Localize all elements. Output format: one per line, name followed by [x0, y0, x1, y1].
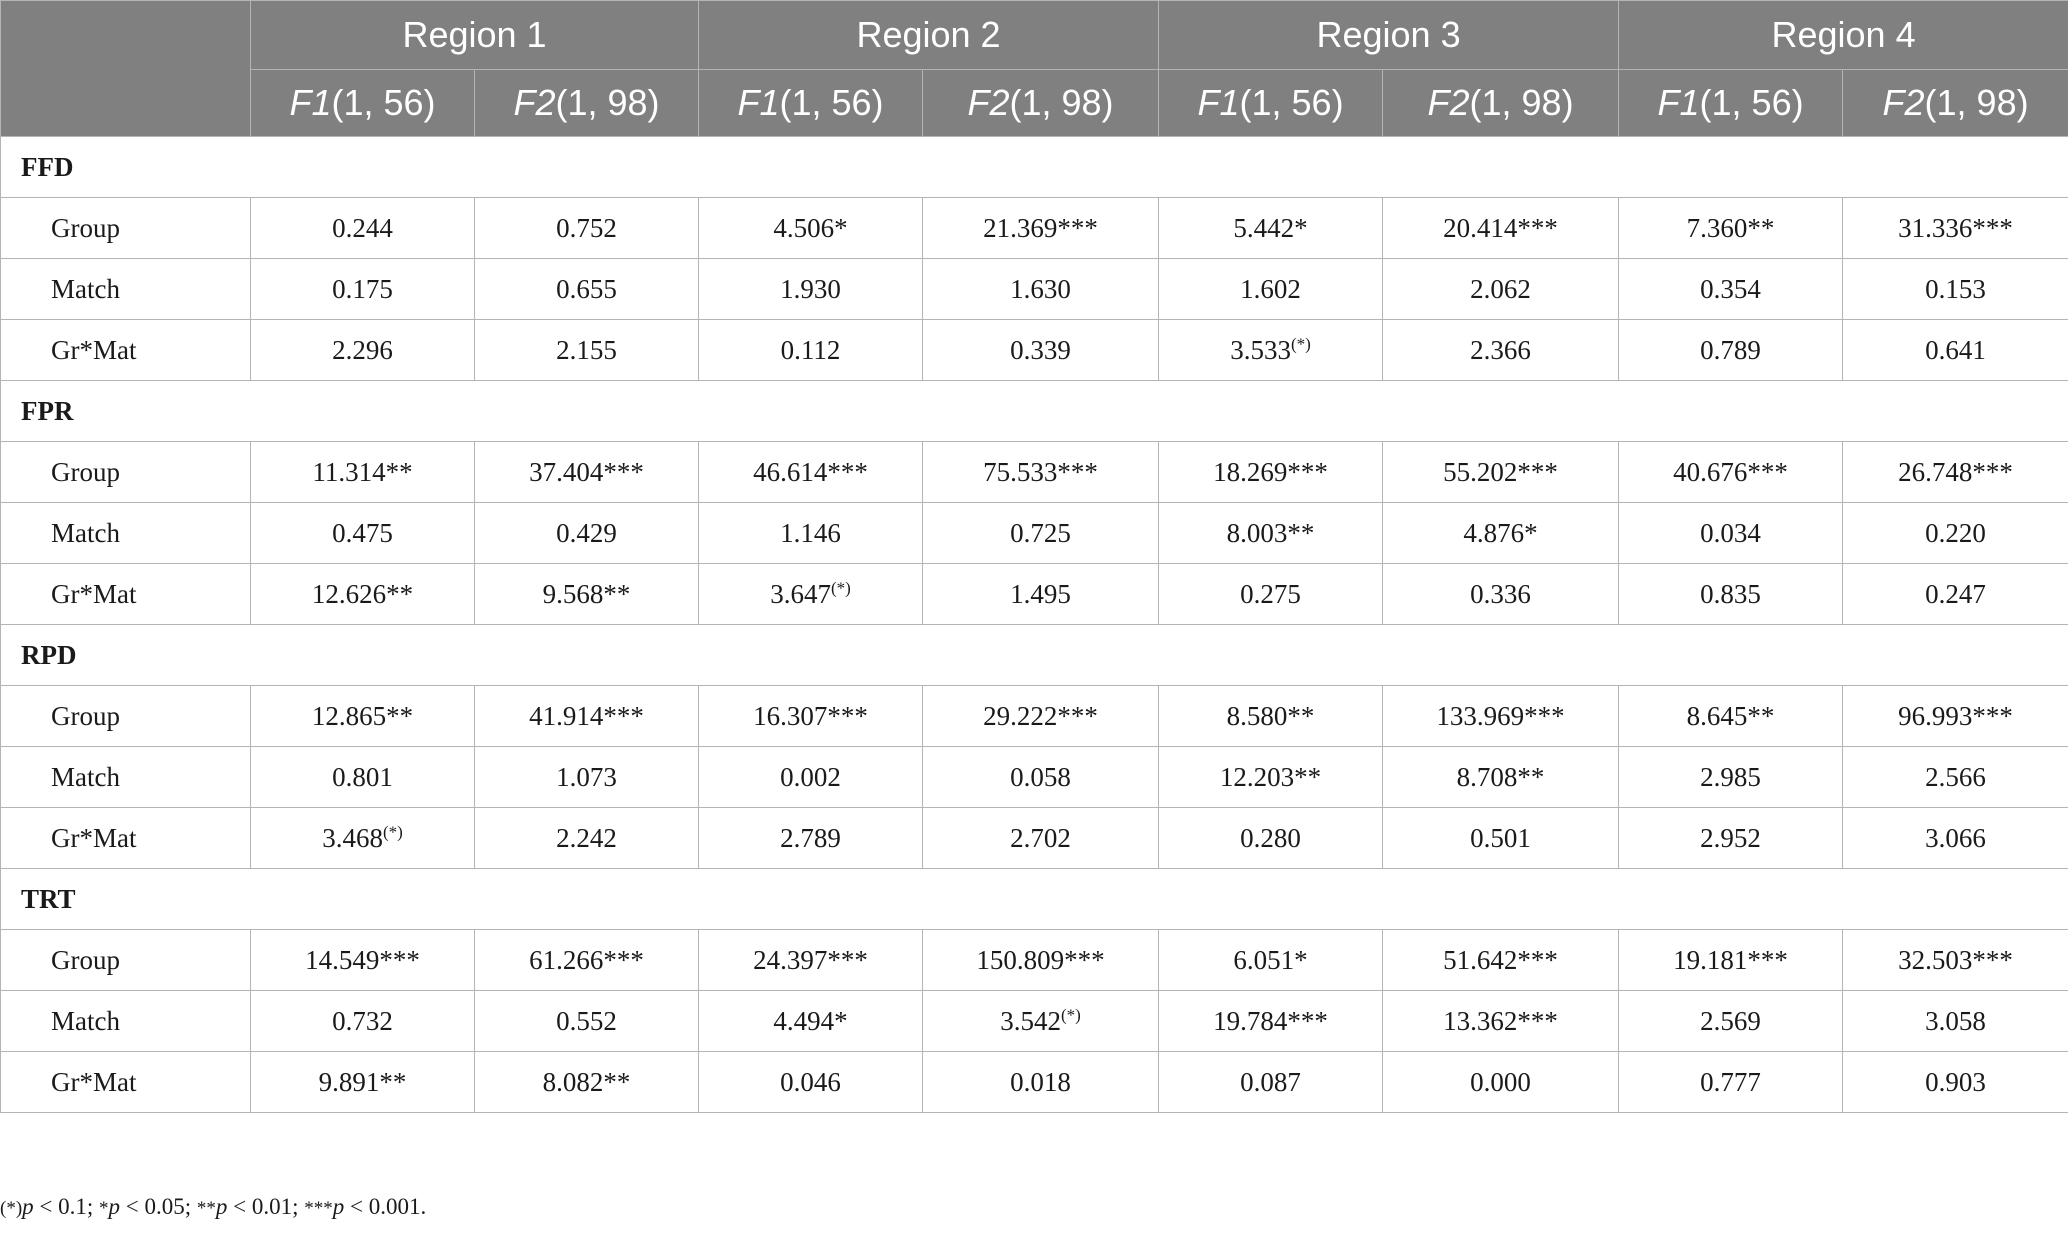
f-value: 0.752	[556, 212, 617, 243]
f-value: 18.269***	[1213, 456, 1328, 487]
value-cell	[1843, 747, 2068, 808]
f-value: 0.034	[1700, 517, 1761, 548]
marginal-significance-mark: (*)	[382, 822, 403, 842]
f-value: 3.468	[322, 822, 383, 853]
f-value: 1.602	[1240, 273, 1301, 304]
f-value: 0.475	[332, 517, 393, 548]
f-value: 0.280	[1240, 822, 1301, 853]
table-row	[1, 503, 2068, 564]
f-value: 11.314**	[312, 456, 413, 487]
p-symbol: p	[22, 1194, 34, 1219]
value-cell	[923, 808, 1159, 869]
value-cell	[475, 198, 699, 259]
f-value: 2.952	[1700, 822, 1761, 853]
value-cell	[699, 808, 923, 869]
f-value: 2.062	[1470, 273, 1531, 304]
value-cell	[475, 686, 699, 747]
value-cell	[1383, 808, 1619, 869]
factor-label: F1	[737, 82, 780, 123]
f-value: 1.630	[1010, 273, 1071, 304]
f-value: 19.784***	[1213, 1005, 1328, 1036]
stat-header-r3-f1	[1159, 70, 1383, 137]
f-value: 55.202***	[1443, 456, 1558, 487]
f-value: 46.614***	[753, 456, 868, 487]
effect-label: Group	[1, 930, 251, 991]
value-cell	[1159, 1052, 1383, 1113]
table-row	[1, 320, 2068, 381]
value-cell	[1843, 503, 2068, 564]
value-cell	[1843, 930, 2068, 991]
p-symbol: p	[215, 1194, 228, 1219]
value-cell	[1383, 991, 1619, 1052]
value-cell	[1383, 442, 1619, 503]
f-value: 6.051*	[1233, 944, 1308, 975]
p-symbol: p	[332, 1194, 345, 1219]
value-cell	[1619, 686, 1843, 747]
measure-group-row	[1, 869, 2068, 930]
value-cell	[1843, 808, 2068, 869]
f-value: 4.876*	[1463, 517, 1538, 548]
f-value: 2.242	[556, 822, 617, 853]
df-label: (1, 98)	[1469, 82, 1574, 123]
value-cell	[1619, 320, 1843, 381]
effect-label: Group	[1, 442, 251, 503]
value-cell	[1843, 1052, 2068, 1113]
f-value: 8.580**	[1226, 700, 1315, 731]
value-cell	[923, 1052, 1159, 1113]
f-value: 1.073	[556, 761, 617, 792]
f-value: 0.175	[332, 273, 393, 304]
f-value: 24.397***	[753, 944, 868, 975]
f-value: 0.018	[1010, 1066, 1071, 1097]
df-label: (1, 56)	[779, 82, 884, 123]
factor-label: F2	[1882, 82, 1925, 123]
value-cell	[1159, 442, 1383, 503]
f-value: 16.307***	[753, 700, 868, 731]
f-value: 5.442*	[1233, 212, 1308, 243]
f-value: 96.993***	[1898, 700, 2013, 731]
value-cell	[475, 991, 699, 1052]
df-label: (1, 98)	[1924, 82, 2029, 123]
value-cell	[1159, 320, 1383, 381]
f-value: 20.414***	[1443, 212, 1558, 243]
value-cell	[923, 747, 1159, 808]
value-cell	[1383, 320, 1619, 381]
factor-label: F2	[967, 82, 1010, 123]
f-value: 0.002	[780, 761, 841, 792]
f-value: 1.930	[780, 273, 841, 304]
value-cell	[699, 930, 923, 991]
effect-label: Gr*Mat	[1, 320, 251, 381]
f-value: 0.655	[556, 273, 617, 304]
effect-label: Gr*Mat	[1, 1052, 251, 1113]
value-cell	[475, 930, 699, 991]
marginal-significance-mark: (*)	[830, 578, 851, 598]
table-footnote	[0, 1194, 426, 1220]
value-cell	[475, 747, 699, 808]
value-cell	[1159, 747, 1383, 808]
value-cell	[699, 198, 923, 259]
f-value: 0.501	[1470, 822, 1531, 853]
table-row	[1, 1052, 2068, 1113]
f-value: 9.891**	[318, 1066, 407, 1097]
effect-label: Match	[1, 747, 251, 808]
f-value: 14.549***	[305, 944, 420, 975]
marginal-significance-mark: (*)	[1060, 1005, 1081, 1025]
value-cell	[1159, 259, 1383, 320]
f-value: 61.266***	[529, 944, 644, 975]
value-cell	[1159, 686, 1383, 747]
f-value: 21.369***	[983, 212, 1098, 243]
f-value: 12.626**	[311, 578, 414, 609]
effect-label: Gr*Mat	[1, 808, 251, 869]
value-cell	[475, 503, 699, 564]
f-value: 0.220	[1925, 517, 1986, 548]
effect-label: Match	[1, 503, 251, 564]
f-value: 2.155	[556, 334, 617, 365]
value-cell	[475, 442, 699, 503]
df-label: (1, 56)	[331, 82, 436, 123]
value-cell	[699, 503, 923, 564]
value-cell	[1843, 686, 2068, 747]
value-cell	[1843, 259, 2068, 320]
value-cell	[251, 442, 475, 503]
f-value: 0.046	[780, 1066, 841, 1097]
table-row	[1, 686, 2068, 747]
f-value: 51.642***	[1443, 944, 1558, 975]
value-cell	[251, 198, 475, 259]
value-cell	[1619, 747, 1843, 808]
value-cell	[1619, 808, 1843, 869]
f-value: 3.542	[1000, 1005, 1061, 1036]
value-cell	[1383, 198, 1619, 259]
value-cell	[1619, 442, 1843, 503]
value-cell	[475, 320, 699, 381]
factor-label: F1	[289, 82, 332, 123]
stat-header-r1-f1	[251, 70, 475, 137]
threshold-text: < 0.001.	[344, 1194, 427, 1219]
value-cell	[923, 198, 1159, 259]
value-cell	[1843, 442, 2068, 503]
value-cell	[1383, 259, 1619, 320]
value-cell	[699, 564, 923, 625]
region-header-2: Region 2	[699, 1, 1159, 70]
table-row	[1, 747, 2068, 808]
effect-label: Match	[1, 991, 251, 1052]
f-value: 0.087	[1240, 1066, 1301, 1097]
value-cell	[923, 930, 1159, 991]
f-value: 2.702	[1010, 822, 1071, 853]
value-cell	[251, 686, 475, 747]
measure-label: RPD	[1, 625, 2068, 686]
stat-header-r2-f2	[923, 70, 1159, 137]
value-cell	[251, 991, 475, 1052]
stat-header-r4-f1	[1619, 70, 1843, 137]
significance-symbol: ***	[304, 1198, 333, 1219]
f-value: 8.082**	[542, 1066, 631, 1097]
f-value: 0.429	[556, 517, 617, 548]
region-header-3: Region 3	[1159, 1, 1619, 70]
factor-label: F1	[1197, 82, 1240, 123]
value-cell	[1383, 1052, 1619, 1113]
effect-label: Gr*Mat	[1, 564, 251, 625]
value-cell	[475, 808, 699, 869]
value-cell	[1619, 930, 1843, 991]
f-value: 0.801	[332, 761, 393, 792]
f-value: 0.000	[1470, 1066, 1531, 1097]
factor-label: F2	[1427, 82, 1470, 123]
marginal-significance-mark: (*)	[1290, 334, 1311, 354]
f-value: 2.985	[1700, 761, 1761, 792]
f-value: 0.275	[1240, 578, 1301, 609]
f-value: 9.568**	[542, 578, 631, 609]
value-cell	[1843, 564, 2068, 625]
value-cell	[923, 564, 1159, 625]
value-cell	[251, 808, 475, 869]
f-value: 3.533	[1230, 334, 1291, 365]
f-value: 3.647	[770, 578, 831, 609]
threshold-text: < 0.05;	[120, 1194, 197, 1219]
table-row	[1, 991, 2068, 1052]
value-cell	[1383, 686, 1619, 747]
f-value: 2.366	[1470, 334, 1531, 365]
table-body	[1, 137, 2068, 1113]
f-value: 4.506*	[773, 212, 848, 243]
f-value: 0.641	[1925, 334, 1986, 365]
f-value: 0.903	[1925, 1066, 1986, 1097]
f-value: 0.247	[1925, 578, 1986, 609]
f-value: 0.112	[780, 334, 841, 365]
f-value: 2.789	[780, 822, 841, 853]
f-value: 0.058	[1010, 761, 1071, 792]
value-cell	[699, 747, 923, 808]
f-value: 0.732	[332, 1005, 393, 1036]
value-cell	[1843, 198, 2068, 259]
value-cell	[923, 686, 1159, 747]
value-cell	[699, 259, 923, 320]
f-value: 12.203**	[1219, 761, 1322, 792]
f-value: 150.809***	[976, 944, 1105, 975]
effect-label: Group	[1, 198, 251, 259]
f-value: 41.914***	[529, 700, 644, 731]
threshold-text: < 0.01;	[227, 1194, 305, 1219]
significance-symbol: **	[196, 1198, 216, 1219]
f-value: 1.146	[780, 517, 841, 548]
value-cell	[699, 686, 923, 747]
value-cell	[923, 442, 1159, 503]
value-cell	[923, 503, 1159, 564]
measure-label: FFD	[1, 137, 2068, 198]
df-label: (1, 56)	[1699, 82, 1804, 123]
measure-group-row	[1, 137, 2068, 198]
f-value: 0.789	[1700, 334, 1761, 365]
stat-header-r2-f1	[699, 70, 923, 137]
p-symbol: p	[108, 1194, 121, 1219]
f-value: 2.566	[1925, 761, 1986, 792]
effect-label: Group	[1, 686, 251, 747]
stat-header-r4-f2	[1843, 70, 2068, 137]
value-cell	[923, 991, 1159, 1052]
region-header-1: Region 1	[251, 1, 699, 70]
region-header-4: Region 4	[1619, 1, 2068, 70]
measure-label: TRT	[1, 869, 2068, 930]
f-value: 13.362***	[1443, 1005, 1558, 1036]
significance-symbol: (*)	[0, 1198, 23, 1219]
measure-group-row	[1, 381, 2068, 442]
f-value: 75.533***	[983, 456, 1098, 487]
value-cell	[251, 259, 475, 320]
f-value: 2.569	[1700, 1005, 1761, 1036]
value-cell	[1383, 503, 1619, 564]
f-value: 31.336***	[1898, 212, 2013, 243]
measure-group-row	[1, 625, 2068, 686]
f-value: 40.676***	[1673, 456, 1788, 487]
value-cell	[1159, 503, 1383, 564]
value-cell	[251, 1052, 475, 1113]
table-row	[1, 808, 2068, 869]
f-value: 0.777	[1700, 1066, 1761, 1097]
f-value: 133.969***	[1436, 700, 1565, 731]
table-row	[1, 564, 2068, 625]
value-cell	[1619, 198, 1843, 259]
f-value: 0.153	[1925, 273, 1986, 304]
stat-header-r3-f2	[1383, 70, 1619, 137]
f-value: 32.503***	[1898, 944, 2013, 975]
f-value: 29.222***	[983, 700, 1098, 731]
df-label: (1, 98)	[555, 82, 660, 123]
value-cell	[1159, 930, 1383, 991]
value-cell	[251, 564, 475, 625]
region-header-row	[1, 1, 2068, 70]
f-value: 0.339	[1010, 334, 1071, 365]
value-cell	[1619, 564, 1843, 625]
f-value: 0.244	[332, 212, 393, 243]
f-value: 7.360**	[1686, 212, 1775, 243]
value-cell	[1159, 564, 1383, 625]
value-cell	[699, 442, 923, 503]
measure-label: FPR	[1, 381, 2068, 442]
f-value: 3.066	[1925, 822, 1986, 853]
value-cell	[1159, 808, 1383, 869]
value-cell	[699, 991, 923, 1052]
df-label: (1, 56)	[1239, 82, 1344, 123]
table-row	[1, 442, 2068, 503]
f-value: 37.404***	[529, 456, 644, 487]
factor-label: F1	[1657, 82, 1700, 123]
table-row	[1, 198, 2068, 259]
value-cell	[475, 1052, 699, 1113]
f-value: 0.725	[1010, 517, 1071, 548]
f-value: 4.494*	[773, 1005, 848, 1036]
value-cell	[923, 320, 1159, 381]
f-value: 26.748***	[1898, 456, 2013, 487]
f-value: 0.336	[1470, 578, 1531, 609]
f-value: 2.296	[332, 334, 393, 365]
f-value: 3.058	[1925, 1005, 1986, 1036]
value-cell	[1383, 930, 1619, 991]
df-label: (1, 98)	[1009, 82, 1114, 123]
f-value: 8.003**	[1226, 517, 1315, 548]
f-value: 19.181***	[1673, 944, 1788, 975]
f-value: 0.354	[1700, 273, 1761, 304]
table-header	[1, 1, 2068, 137]
corner-header-cell	[1, 1, 251, 137]
value-cell	[251, 930, 475, 991]
value-cell	[1159, 991, 1383, 1052]
effect-label: Match	[1, 259, 251, 320]
value-cell	[475, 564, 699, 625]
threshold-text: < 0.1;	[33, 1194, 100, 1219]
table-row	[1, 930, 2068, 991]
value-cell	[1619, 259, 1843, 320]
value-cell	[251, 747, 475, 808]
f-value: 1.495	[1010, 578, 1071, 609]
value-cell	[699, 320, 923, 381]
value-cell	[1383, 747, 1619, 808]
value-cell	[1159, 198, 1383, 259]
value-cell	[1619, 1052, 1843, 1113]
significance-symbol: *	[99, 1198, 109, 1219]
f-value: 0.552	[556, 1005, 617, 1036]
factor-label: F2	[513, 82, 556, 123]
f-value: 0.835	[1700, 578, 1761, 609]
value-cell	[475, 259, 699, 320]
value-cell	[1619, 991, 1843, 1052]
value-cell	[251, 503, 475, 564]
value-cell	[699, 1052, 923, 1113]
f-value: 12.865**	[311, 700, 414, 731]
f-value: 8.645**	[1686, 700, 1775, 731]
f-value: 8.708**	[1456, 761, 1545, 792]
value-cell	[1383, 564, 1619, 625]
value-cell	[1843, 991, 2068, 1052]
value-cell	[923, 259, 1159, 320]
stat-header-r1-f2	[475, 70, 699, 137]
table-row	[1, 259, 2068, 320]
statistic-header-row	[1, 70, 2068, 137]
value-cell	[1843, 320, 2068, 381]
value-cell	[251, 320, 475, 381]
value-cell	[1619, 503, 1843, 564]
